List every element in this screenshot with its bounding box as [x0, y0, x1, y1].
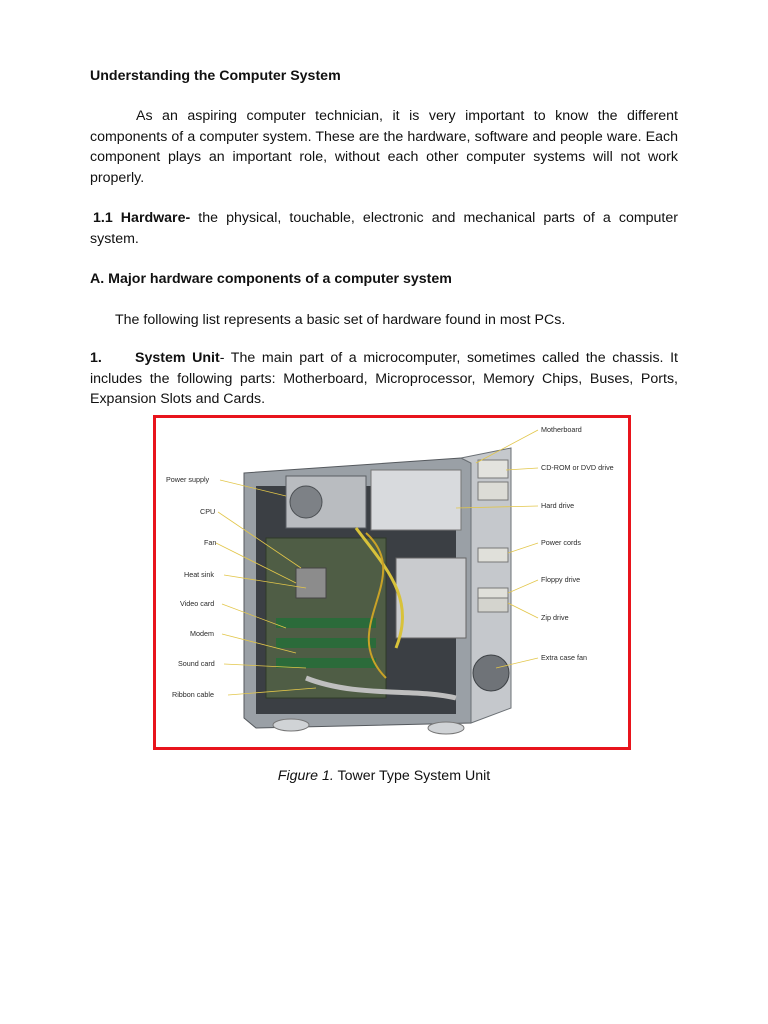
label-extra-case-fan: Extra case fan	[541, 653, 587, 662]
list-intro: The following list represents a basic set of hardware found in most PCs.	[115, 312, 566, 328]
figure-caption-text: Tower Type System Unit	[333, 768, 491, 784]
label-sound-card: Sound card	[178, 659, 215, 668]
figure-caption-label: Figure 1.	[277, 768, 334, 784]
list-item-text: - The main part of a microcomputer, sometimes called the chassis. It includes the following parts: Motherboard, Microprocessor, Memory Chips, Buses, Ports, Expansion Slots and Cards.	[90, 350, 678, 407]
system-unit-figure	[153, 415, 631, 750]
label-cpu: CPU	[200, 507, 216, 516]
label-cd-rom-drive: CD-ROM or DVD drive	[541, 463, 614, 472]
label-power-cords: Power cords	[541, 538, 581, 547]
figure-labels-left	[166, 475, 216, 699]
intro-text: As an aspiring computer technician, it is very important to know the different components of a computer system. These are the hardware, software and people ware. Each component plays an important role, without each other computer systems will not work properly.	[90, 108, 678, 186]
list-item-system-unit	[90, 348, 678, 410]
label-zip-drive: Zip drive	[541, 613, 569, 622]
label-hard-drive: Hard drive	[541, 501, 575, 510]
label-floppy-drive: Floppy drive	[541, 575, 581, 584]
intro-paragraph	[90, 106, 678, 188]
label-heat-sink: Heat sink	[184, 570, 214, 579]
label-modem: Modem	[190, 629, 214, 638]
section-heading-a: A. Major hardware components of a computer system	[90, 271, 452, 287]
list-item-number: 1.	[90, 350, 102, 366]
computer-case-illustration	[244, 448, 511, 734]
label-fan: Fan	[204, 538, 217, 547]
figure-labels-right	[541, 425, 614, 662]
hardware-definition	[90, 208, 678, 249]
label-ribbon-cable: Ribbon cable	[172, 690, 214, 699]
page-title: Understanding the Computer System	[90, 68, 341, 84]
tower-illustration	[156, 418, 628, 747]
hardware-heading: 1.1 Hardware-	[93, 210, 191, 226]
list-item-term: System Unit	[135, 350, 220, 366]
label-power-supply: Power supply	[166, 475, 210, 484]
label-motherboard: Motherboard	[541, 425, 582, 434]
figure-caption	[0, 766, 768, 787]
label-video-card: Video card	[180, 599, 215, 608]
hardware-text: the physical, touchable, electronic and mechanical parts of a computer system.	[90, 210, 678, 247]
